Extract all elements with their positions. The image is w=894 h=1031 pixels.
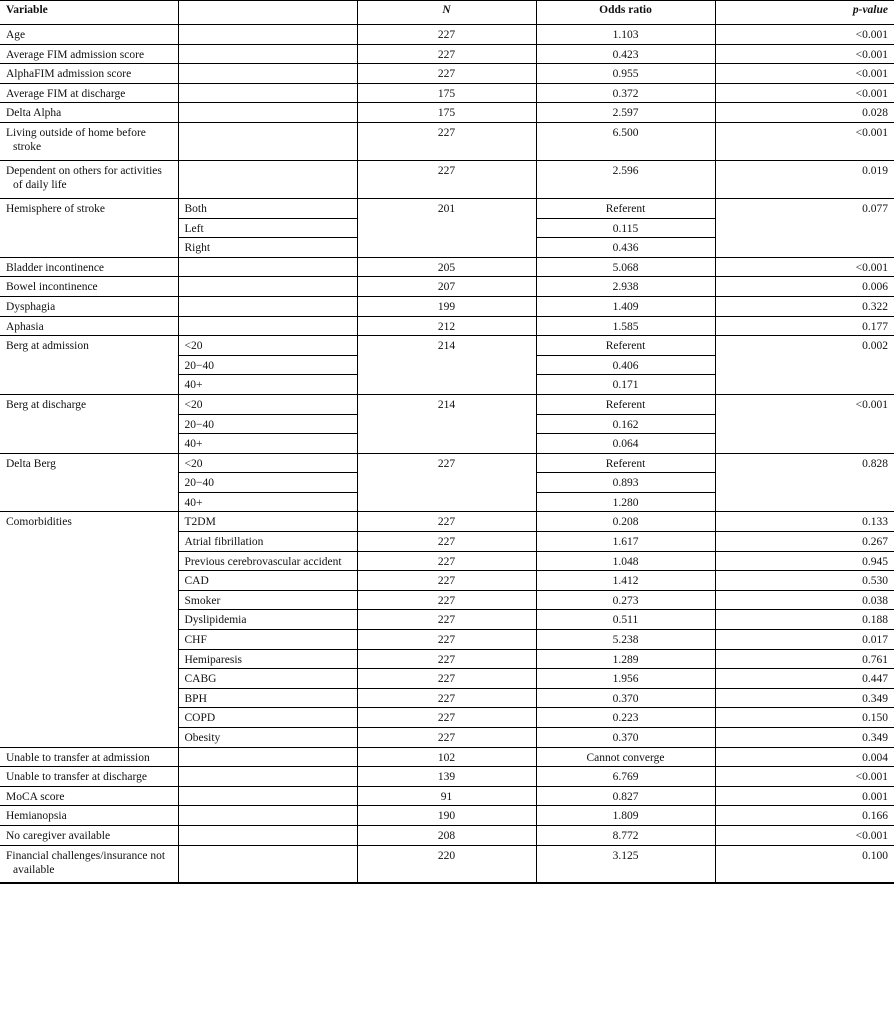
subcategory-cell [178,825,357,845]
n-cell: 227 [357,649,536,669]
odds-ratio-cell: 0.162 [536,414,715,434]
table-row [0,257,894,277]
subcategory-cell: CAD [178,571,357,591]
n-cell: 227 [357,160,536,198]
odds-ratio-cell: 0.372 [536,83,715,103]
p-value-cell: 0.028 [715,103,894,123]
odds-ratio-cell: Referent [536,453,715,473]
variable-cell: AlphaFIM admission score [0,64,178,84]
table-row [0,160,894,198]
variable-cell: Dysphagia [0,296,178,316]
odds-ratio-cell: 3.125 [536,845,715,883]
subcategory-cell: <20 [178,394,357,414]
n-cell: 205 [357,257,536,277]
table-body [0,25,894,884]
table-row [0,277,894,297]
variable-cell: Living outside of home before stroke [0,122,178,160]
p-value-cell: 0.828 [715,453,894,512]
odds-ratio-cell: 2.597 [536,103,715,123]
odds-ratio-cell: 1.809 [536,806,715,826]
odds-ratio-cell: 0.208 [536,512,715,532]
odds-ratio-cell: 1.289 [536,649,715,669]
odds-ratio-cell: 1.412 [536,571,715,591]
p-value-cell: 0.150 [715,708,894,728]
p-value-cell: 0.019 [715,160,894,198]
p-value-cell: <0.001 [715,44,894,64]
subcategory-cell: 40+ [178,375,357,395]
variable-cell: Delta Berg [0,453,178,512]
variable-cell: Delta Alpha [0,103,178,123]
p-value-cell: 0.349 [715,728,894,748]
variable-cell: Dependent on others for activities of daily life [0,160,178,198]
n-cell: 227 [357,122,536,160]
table-row [0,845,894,883]
odds-ratio-cell: 0.223 [536,708,715,728]
subcategory-cell: 20−40 [178,414,357,434]
subcategory-cell: COPD [178,708,357,728]
n-cell: 208 [357,825,536,845]
variable-cell: Average FIM admission score [0,44,178,64]
p-value-cell: 0.100 [715,845,894,883]
subcategory-cell: Hemiparesis [178,649,357,669]
variable-cell: Hemianopsia [0,806,178,826]
n-cell: 139 [357,767,536,787]
odds-ratio-cell: 0.511 [536,610,715,630]
subcategory-cell: 20−40 [178,355,357,375]
p-value-cell: 0.761 [715,649,894,669]
p-value-cell: 0.004 [715,747,894,767]
table-row [0,122,894,160]
odds-ratio-cell: 0.115 [536,218,715,238]
subcategory-cell: 40+ [178,492,357,512]
subcategory-cell [178,25,357,45]
p-value-cell: <0.001 [715,83,894,103]
subcategory-cell [178,786,357,806]
table-row [0,316,894,336]
subcategory-cell [178,316,357,336]
n-cell: 227 [357,708,536,728]
odds-ratio-cell: 0.955 [536,64,715,84]
subcategory-cell: Left [178,218,357,238]
p-value-cell: 0.945 [715,551,894,571]
variable-cell: Age [0,25,178,45]
table-row [0,44,894,64]
subcategory-cell [178,767,357,787]
subcategory-cell [178,747,357,767]
n-cell: 227 [357,728,536,748]
odds-ratio-cell: 1.585 [536,316,715,336]
n-cell: 175 [357,83,536,103]
header-subcategory [178,1,357,25]
n-cell: 227 [357,64,536,84]
table-row [0,806,894,826]
variable-cell: Unable to transfer at admission [0,747,178,767]
subcategory-cell [178,44,357,64]
header-n: N [357,1,536,25]
subcategory-cell: Obesity [178,728,357,748]
odds-ratio-cell: 1.617 [536,532,715,552]
odds-ratio-cell: Referent [536,394,715,414]
odds-ratio-cell: 1.409 [536,296,715,316]
odds-ratio-cell: 0.370 [536,688,715,708]
p-value-cell: 0.188 [715,610,894,630]
table-row [0,198,894,218]
odds-ratio-cell: 1.103 [536,25,715,45]
odds-ratio-cell: 1.956 [536,669,715,689]
n-cell: 227 [357,44,536,64]
odds-ratio-cell: 0.064 [536,434,715,454]
p-value-cell: 0.017 [715,630,894,650]
p-value-cell: <0.001 [715,825,894,845]
subcategory-cell: Previous cerebrovascular accident [178,551,357,571]
n-cell: 102 [357,747,536,767]
odds-ratio-cell: 0.370 [536,728,715,748]
n-cell: 91 [357,786,536,806]
p-value-cell: 0.077 [715,198,894,257]
table-row [0,394,894,414]
odds-ratio-cell: 8.772 [536,825,715,845]
subcategory-cell: 20−40 [178,473,357,493]
odds-ratio-cell: 0.436 [536,238,715,258]
subcategory-cell: 40+ [178,434,357,454]
n-cell: 227 [357,571,536,591]
n-cell: 227 [357,630,536,650]
table-row [0,767,894,787]
subcategory-cell: Both [178,198,357,218]
table-row [0,25,894,45]
subcategory-cell: CABG [178,669,357,689]
odds-ratio-cell: 2.596 [536,160,715,198]
table-row [0,64,894,84]
subcategory-cell [178,277,357,297]
variable-cell: Aphasia [0,316,178,336]
subcategory-cell: Dyslipidemia [178,610,357,630]
table-row [0,825,894,845]
subcategory-cell [178,296,357,316]
table-row [0,747,894,767]
n-cell: 227 [357,25,536,45]
p-value-cell: <0.001 [715,257,894,277]
p-value-cell: <0.001 [715,64,894,84]
p-value-cell: 0.166 [715,806,894,826]
variable-cell: Bowel incontinence [0,277,178,297]
subcategory-cell [178,64,357,84]
odds-ratio-cell: 5.238 [536,630,715,650]
n-cell: 227 [357,688,536,708]
n-cell: 227 [357,590,536,610]
p-value-cell: 0.322 [715,296,894,316]
p-value-cell: 0.349 [715,688,894,708]
n-cell: 220 [357,845,536,883]
n-cell: 214 [357,336,536,395]
subcategory-cell [178,806,357,826]
subcategory-cell [178,103,357,123]
odds-ratio-cell: 0.171 [536,375,715,395]
p-value-cell: 0.177 [715,316,894,336]
p-value-cell: 0.038 [715,590,894,610]
odds-ratio-cell: 1.280 [536,492,715,512]
p-value-cell: <0.001 [715,394,894,453]
p-value-cell: 0.133 [715,512,894,532]
table-row [0,336,894,356]
p-value-cell: 0.267 [715,532,894,552]
p-value-cell: 0.002 [715,336,894,395]
table-row [0,103,894,123]
n-cell: 227 [357,669,536,689]
subcategory-cell [178,160,357,198]
n-cell: 227 [357,551,536,571]
p-value-cell: <0.001 [715,25,894,45]
variable-cell: Berg at admission [0,336,178,395]
subcategory-cell [178,257,357,277]
table-row [0,512,894,532]
n-cell: 175 [357,103,536,123]
n-cell: 199 [357,296,536,316]
variable-cell: Unable to transfer at discharge [0,767,178,787]
subcategory-cell [178,83,357,103]
header-row [0,1,894,25]
odds-ratio-cell: 0.406 [536,355,715,375]
header-variable: Variable [0,1,178,25]
subcategory-cell: <20 [178,453,357,473]
variable-cell: Average FIM at discharge [0,83,178,103]
n-cell: 227 [357,453,536,512]
subcategory-cell: Right [178,238,357,258]
odds-ratio-cell: Referent [536,198,715,218]
p-value-cell: 0.530 [715,571,894,591]
n-cell: 190 [357,806,536,826]
table-row [0,83,894,103]
subcategory-cell: Smoker [178,590,357,610]
n-cell: 227 [357,512,536,532]
n-cell: 207 [357,277,536,297]
variable-cell: MoCA score [0,786,178,806]
odds-ratio-cell: Cannot converge [536,747,715,767]
variable-cell: Financial challenges/insurance not available [0,845,178,883]
table-row [0,453,894,473]
variable-cell: No caregiver available [0,825,178,845]
n-cell: 201 [357,198,536,257]
subcategory-cell: BPH [178,688,357,708]
subcategory-cell: CHF [178,630,357,650]
odds-ratio-cell: 1.048 [536,551,715,571]
n-cell: 227 [357,610,536,630]
n-cell: 227 [357,532,536,552]
table-row [0,786,894,806]
variable-cell: Bladder incontinence [0,257,178,277]
table-row [0,296,894,316]
odds-ratio-cell: 2.938 [536,277,715,297]
subcategory-cell: <20 [178,336,357,356]
subcategory-cell: Atrial fibrillation [178,532,357,552]
odds-ratio-cell: 6.500 [536,122,715,160]
variable-cell: Berg at discharge [0,394,178,453]
p-value-cell: 0.001 [715,786,894,806]
p-value-cell: 0.006 [715,277,894,297]
subcategory-cell [178,122,357,160]
header-odds-ratio: Odds ratio [536,1,715,25]
odds-ratio-cell: 0.893 [536,473,715,493]
odds-ratio-cell: 0.827 [536,786,715,806]
p-value-cell: <0.001 [715,122,894,160]
n-cell: 214 [357,394,536,453]
odds-ratio-cell: 5.068 [536,257,715,277]
odds-ratio-cell: 6.769 [536,767,715,787]
odds-ratio-cell: 0.423 [536,44,715,64]
variable-cell: Comorbidities [0,512,178,747]
p-value-cell: 0.447 [715,669,894,689]
variable-cell: Hemisphere of stroke [0,198,178,257]
header-p-value: p-value [715,1,894,25]
odds-ratio-cell: Referent [536,336,715,356]
subcategory-cell [178,845,357,883]
n-cell: 212 [357,316,536,336]
p-value-cell: <0.001 [715,767,894,787]
odds-ratio-cell: 0.273 [536,590,715,610]
subcategory-cell: T2DM [178,512,357,532]
